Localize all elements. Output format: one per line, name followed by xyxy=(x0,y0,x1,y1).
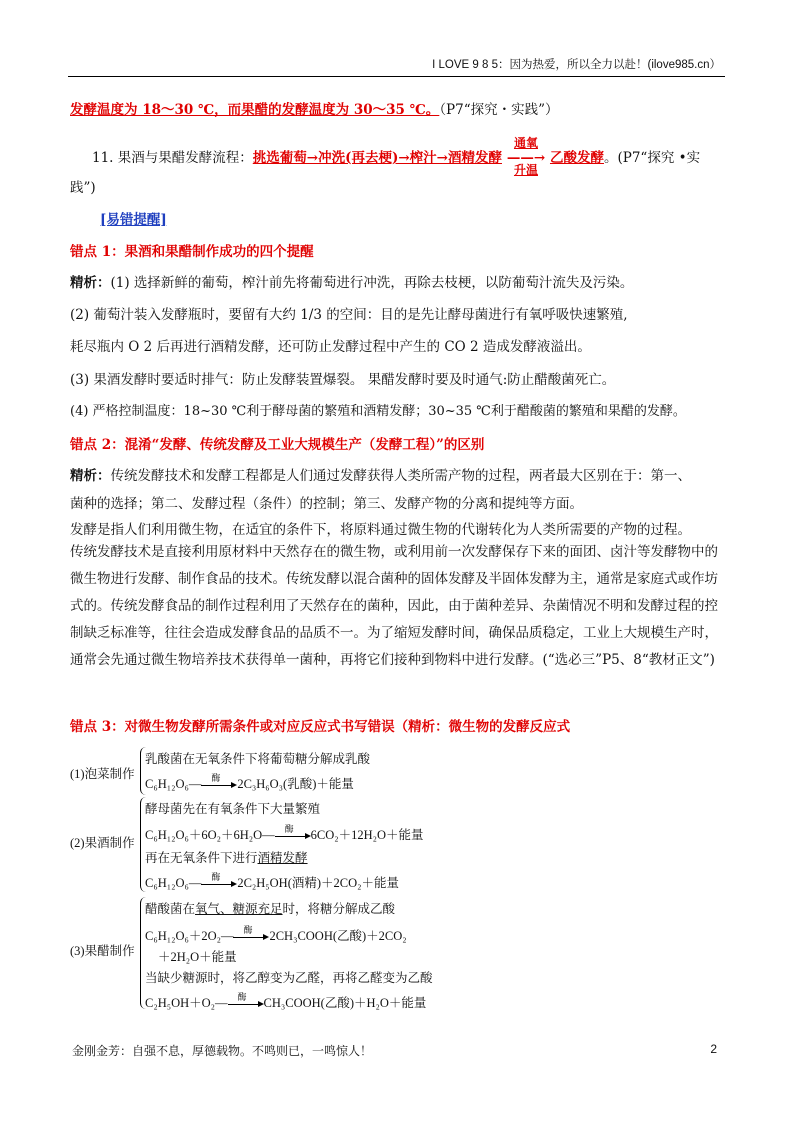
error1-title: 错点 1：果酒和果醋制作成功的四个提醒 xyxy=(70,244,314,260)
r2-desc2-b: 酒精发酵 xyxy=(257,851,308,865)
paragraph-temperature xyxy=(70,98,559,118)
flow-arrow: 通氧 ——→ 升温 xyxy=(502,150,550,166)
enzyme-label: 酶 xyxy=(284,824,294,835)
page-number: 2 xyxy=(710,1042,717,1056)
page-header: I LOVE 9 8 5：因为热爱，所以全力以赴！(ilove985.cn） xyxy=(432,59,721,71)
enzyme-arrow xyxy=(201,773,237,790)
enzyme-arrow xyxy=(275,824,311,841)
flow-end: 乙酸发酵 xyxy=(549,150,604,166)
enzyme-label: 酶 xyxy=(243,925,253,936)
r3-eq1-left: C₆H₁₂O₆＋2O₂ xyxy=(145,929,221,943)
r1-equation: C₆H₁₂O₆— 酶 2C₃H₆O₃(乳酸)＋能量 xyxy=(145,773,354,791)
error2-line2: 菌种的选择；第二、发酵过程（条件）的控制；第三、发酵产物的分离和提纯等方面。 xyxy=(70,496,583,512)
flow-steps: 挑选葡萄→冲洗(再去梗)→榨汁→酒精发酵 xyxy=(252,150,502,166)
r2-eq1-left: C₆H₁₂O₆＋6O₂＋6H₂O xyxy=(145,828,263,842)
error2-line3: 发酵是指人们利用微生物，在适宜的条件下，将原料通过微生物的代谢转化为人类所需要的产物的过程。 xyxy=(70,522,691,538)
error1-line5: (4) 严格控制温度：18~30 ℃利于酵母菌的繁殖和酒精发酵；30~35 ℃利于醋酸菌的繁殖和果醋的发酵。 xyxy=(70,404,686,419)
error2-title: 错点 2：混淆“发酵、传统发酵及工业大规模生产（发酵工程）”的区别 xyxy=(70,437,485,453)
arrow-top-label: 通氧 xyxy=(513,136,538,150)
error1-line3: 耗尽瓶内 O 2 后再进行酒精发酵，还可防止发酵过程中产生的 CO 2 造成发酵液溢出。 xyxy=(70,339,591,355)
flow-prefix: 11. 果酒与果醋发酵流程： xyxy=(92,150,253,166)
r3-eq2-left: C₂H₅OH＋O₂ xyxy=(145,996,216,1010)
r2-eq2-left: C₆H₁₂O₆ xyxy=(145,876,189,890)
arrow-bottom-label: 升温 xyxy=(513,163,538,177)
error1-line1 xyxy=(70,271,633,291)
r3-desc2: 当缺少糖源时，将乙醇变为乙醛，再将乙醛变为乙酸 xyxy=(145,971,433,985)
r2-eq1-right: 6CO₂＋12H₂O＋能量 xyxy=(310,828,424,842)
error1-line2: (2) 葡萄汁装入发酵瓶时，要留有大约 1/3 的空间：目的是先让酵母菌进行有氧呼吸快速繁殖, xyxy=(70,307,628,323)
r3-eq2-right: CH₃COOH(乙酸)＋H₂O＋能量 xyxy=(263,996,427,1010)
r2-equation1: C₆H₁₂O₆＋6O₂＋6H₂O— 酶 6CO₂＋12H₂O＋能量 xyxy=(145,824,424,842)
page-footer: 金刚金芳：自强不息，厚德载物。不鸣则已，一鸣惊人！ xyxy=(72,1044,373,1058)
r1-reactant: C₆H₁₂O₆ xyxy=(145,777,189,791)
r3-equation1-cont: ＋2H₂O＋能量 xyxy=(158,950,237,964)
error2-line1 xyxy=(70,464,691,484)
r3-desc1-a: 醋酸菌在 xyxy=(145,902,196,916)
enzyme-arrow xyxy=(201,872,237,889)
header-rule xyxy=(68,76,725,77)
enzyme-label: 酶 xyxy=(237,992,247,1003)
r2-desc1: 酵母菌先在有氧条件下大量繁殖 xyxy=(145,802,321,816)
error1-lead: 精析： xyxy=(70,275,111,291)
error2-lead: 精析： xyxy=(70,468,111,484)
r3-desc1-c: 时，将糖分解成乙酸 xyxy=(282,902,396,916)
section-title: [易错提醒] xyxy=(100,212,167,228)
reaction-2-label: (2)果酒制作 xyxy=(70,836,135,850)
r2-eq2-right: 2C₂H₅OH(酒精)＋2CO₂＋能量 xyxy=(237,876,400,890)
enzyme-label: 酶 xyxy=(211,872,221,883)
r2-desc2 xyxy=(145,848,308,866)
temperature-text: 发酵温度为 18～30 ℃，而果醋的发酵温度为 30～35 ℃。 xyxy=(70,102,440,118)
paragraph-flow xyxy=(92,136,701,177)
error2-text1: 传统发酵技术和发酵工程都是人们通过发酵获得人类所需产物的过程，两者最大区别在于：第一、 xyxy=(110,468,691,484)
enzyme-arrow xyxy=(228,992,264,1009)
r1-product: 2C₃H₆O₃(乳酸)＋能量 xyxy=(237,777,354,791)
r3-equation2: C₂H₅OH＋O₂— 酶 CH₃COOH(乙酸)＋H₂O＋能量 xyxy=(145,992,427,1010)
r3-desc1-b: 氧气、糖源充足 xyxy=(195,902,283,916)
reaction-1-label: (1)泡菜制作 xyxy=(70,767,135,781)
r3-equation1: C₆H₁₂O₆＋2O₂— 酶 2CH₃COOH(乙酸)＋2CO₂ xyxy=(145,925,407,943)
r2-equation2: C₆H₁₂O₆— 酶 2C₂H₅OH(酒精)＋2CO₂＋能量 xyxy=(145,872,400,890)
reaction-3-label: (3)果醋制作 xyxy=(70,944,135,958)
error1-line4: (3) 果酒发酵时要适时排气：防止发酵装置爆裂。 果醋发酵时要及时通气:防止醋酸菌死亡。 xyxy=(70,372,616,388)
error1-text1: (1) 选择新鲜的葡萄，榨汁前先将葡萄进行冲洗，再除去枝梗，以防葡萄汁流失及污染。 xyxy=(110,275,634,291)
temperature-ref: （P7“探究・实践”） xyxy=(439,102,559,118)
error3-title: 错点 3：对微生物发酵所需条件或对应反应式书写错误（精析：微生物的发酵反应式 xyxy=(70,719,571,735)
error2-paragraph: 传统发酵技术是直接利用原材料中天然存在的微生物，或利用前一次发酵保存下来的面团、卤汁等发酵物中的微生物进行发酵、制作食品的技术。传统发酵以混合菌种的固体发酵及半固体发酵为主，通常是家庭式或作坊式的。传统发酵食品的制作过程利用了天然存在的菌种，因此，由于菌种差异、杂菌情况不明和发酵过程的控制缺乏标准等，往往会造成发酵食品的品质不一。为了缩短发酵时间，确保品质稳定，工业上大规模生产时，通常会先通过微生物培养技术获得单一菌种，再将它们接种到物料中进行发酵。(“选必三”P5、8“教材正文”) xyxy=(70,544,718,668)
r2-desc2-a: 再在无氧条件下进行 xyxy=(145,851,258,865)
flow-ref: 。(P7“探究 •实 xyxy=(603,150,701,166)
r3-desc1 xyxy=(145,899,395,917)
flow-ref-cont: 践”) xyxy=(70,180,96,196)
r3-eq1-right: 2CH₃COOH(乙酸)＋2CO₂ xyxy=(269,929,407,943)
r1-desc: 乳酸菌在无氧条件下将葡萄糖分解成乳酸 xyxy=(145,752,371,766)
enzyme-arrow xyxy=(233,925,269,942)
enzyme-label: 酶 xyxy=(211,773,221,784)
